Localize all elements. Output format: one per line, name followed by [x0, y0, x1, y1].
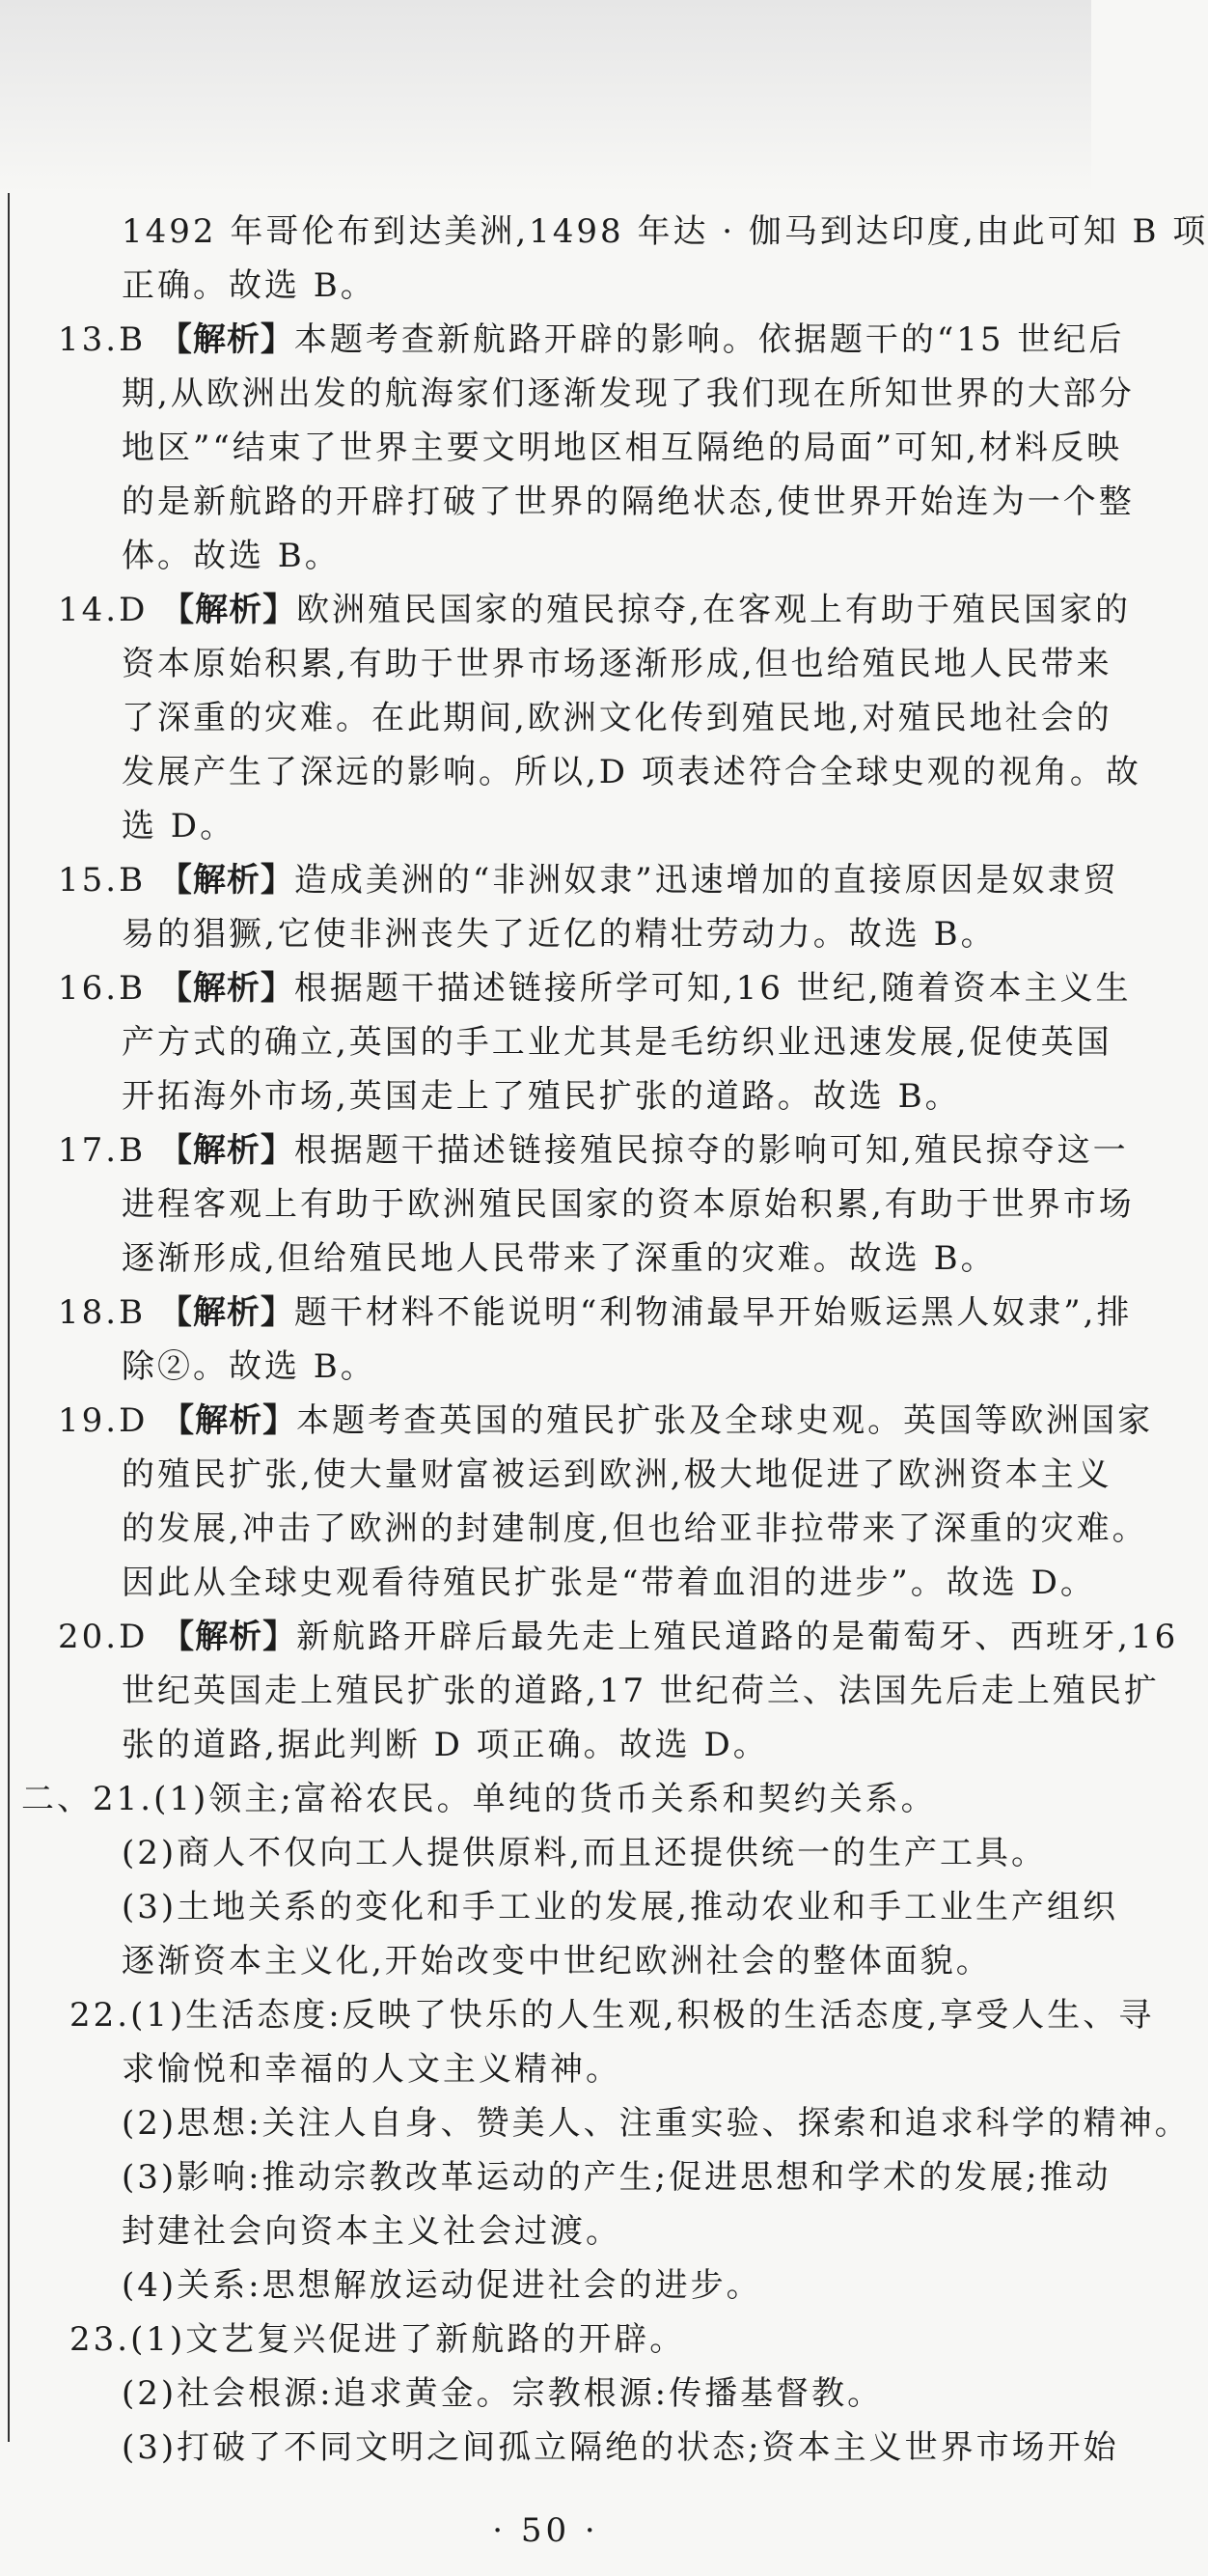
answer-line: 张的道路,据此判断 D 项正确。故选 D。 [122, 1726, 769, 1764]
answer-line: 的发展,冲击了欧洲的封建制度,但也给亚非拉带来了深重的灾难。 [122, 1510, 1148, 1548]
answer-line: 正确。故选 B。 [122, 266, 376, 305]
analysis-tag: 【解析】 [158, 1131, 294, 1170]
answer-line: (4)关系:思想解放运动促进社会的进步。 [122, 2266, 762, 2305]
answer-13: 13.B 【解析】本题考查新航路开辟的影响。依据题干的“15 世纪后 [58, 320, 1125, 359]
analysis-tag: 【解析】 [161, 1401, 297, 1440]
question-number: 14.D [58, 591, 149, 629]
answer-line: 封建社会向资本主义社会过渡。 [122, 2212, 621, 2251]
answer-line: 求愉悦和幸福的人文主义精神。 [122, 2050, 621, 2089]
analysis-tag: 【解析】 [158, 969, 294, 1008]
answer-line: 体。故选 B。 [122, 537, 341, 575]
answer-line: 地区”“结束了世界主要文明地区相互隔绝的局面”可知,材料反映 [122, 429, 1122, 467]
answer-line: 世纪英国走上殖民扩张的道路,17 世纪荷兰、法国先后走上殖民扩 [122, 1672, 1160, 1710]
answer-line: 的殖民扩张,使大量财富被运到欧洲,极大地促进了欧洲资本主义 [122, 1455, 1112, 1494]
answer-line: 产方式的确立,英国的手工业尤其是毛纺织业迅速发展,促使英国 [122, 1023, 1112, 1062]
answer-line: (2)思想:关注人自身、赞美人、注重实验、探索和追求科学的精神。 [122, 2104, 1191, 2143]
question-number: 15.B [58, 861, 147, 900]
analysis-tag: 【解析】 [158, 1293, 294, 1332]
question-number: 20.D [58, 1618, 149, 1656]
answer-line: 发展产生了深远的影响。所以,D 项表述符合全球史观的视角。故 [122, 753, 1141, 791]
answer-line: (3)土地关系的变化和手工业的发展,推动农业和手工业生产组织 [122, 1888, 1118, 1926]
page-number: · 50 · [492, 2511, 599, 2550]
analysis-tag: 【解析】 [158, 320, 294, 359]
answer-line: 期,从欧洲出发的航海家们逐渐发现了我们现在所知世界的大部分 [122, 374, 1135, 413]
answer-line: 逐渐形成,但给殖民地人民带来了深重的灾难。故选 B。 [122, 1239, 997, 1278]
analysis-tag: 【解析】 [161, 591, 297, 629]
left-margin-rule [8, 193, 10, 2442]
question-number: 17.B [58, 1131, 147, 1170]
answer-line: 资本原始积累,有助于世界市场逐渐形成,但也给殖民地人民带来 [122, 645, 1112, 683]
answer-22-1: 22.(1)生活态度:反映了快乐的人生观,积极的生活态度,享受人生、寻 [69, 1996, 1155, 2035]
answer-line: 进程客观上有助于欧洲殖民国家的资本原始积累,有助于世界市场 [122, 1185, 1135, 1224]
page-top-shadow [0, 0, 1091, 193]
answer-line: 1492 年哥伦布到达美洲,1498 年达 · 伽马到达印度,由此可知 B 项 [122, 212, 1208, 251]
question-number: 18.B [58, 1293, 147, 1332]
answer-14: 14.D 【解析】欧洲殖民国家的殖民掠夺,在客观上有助于殖民国家的 [58, 591, 1131, 629]
answer-18: 18.B 【解析】题干材料不能说明“利物浦最早开始贩运黑人奴隶”,排 [58, 1293, 1133, 1332]
answer-19: 19.D 【解析】本题考查英国的殖民扩张及全球史观。英国等欧洲国家 [58, 1401, 1154, 1440]
answer-line: (3)影响:推动宗教改革运动的产生;促进思想和学术的发展;推动 [122, 2158, 1112, 2197]
question-number: 19.D [58, 1401, 149, 1440]
answer-line: 逐渐资本主义化,开始改变中世纪欧洲社会的整体面貌。 [122, 1942, 992, 1980]
question-number: 13.B [58, 320, 147, 359]
analysis-tag: 【解析】 [158, 861, 294, 900]
answer-line: 除②。故选 B。 [122, 1347, 376, 1386]
answer-line: (2)商人不仅向工人提供原料,而且还提供统一的生产工具。 [122, 1834, 1047, 1872]
answer-16: 16.B 【解析】根据题干描述链接所学可知,16 世纪,随着资本主义生 [58, 969, 1132, 1008]
question-number: 16.B [58, 969, 147, 1008]
answer-line: 易的猖獗,它使非洲丧失了近亿的精壮劳动力。故选 B。 [122, 915, 997, 954]
answer-line: (3)打破了不同文明之间孤立隔绝的状态;资本主义世界市场开始 [122, 2428, 1119, 2467]
answer-17: 17.B 【解析】根据题干描述链接殖民掠夺的影响可知,殖民掠夺这一 [58, 1131, 1129, 1170]
answer-line: 因此从全球史观看待殖民扩张是“带着血泪的进步”。故选 D。 [122, 1564, 1096, 1602]
answer-21-1: 二、21.(1)领主;富裕农民。单纯的货币关系和契约关系。 [21, 1780, 937, 1818]
answer-line: 选 D。 [122, 807, 236, 845]
answer-15: 15.B 【解析】造成美洲的“非洲奴隶”迅速增加的直接原因是奴隶贸 [58, 861, 1119, 900]
answer-20: 20.D 【解析】新航路开辟后最先走上殖民道路的是葡萄牙、西班牙,16 [58, 1618, 1179, 1656]
analysis-tag: 【解析】 [161, 1618, 297, 1656]
answer-23-1: 23.(1)文艺复兴促进了新航路的开辟。 [69, 2320, 686, 2359]
answer-line: 开拓海外市场,英国走上了殖民扩张的道路。故选 B。 [122, 1077, 961, 1116]
answer-line: 的是新航路的开辟打破了世界的隔绝状态,使世界开始连为一个整 [122, 483, 1135, 521]
answer-line: (2)社会根源:追求黄金。宗教根源:传播基督教。 [122, 2374, 884, 2413]
answer-line: 了深重的灾难。在此期间,欧洲文化传到殖民地,对殖民地社会的 [122, 699, 1112, 737]
